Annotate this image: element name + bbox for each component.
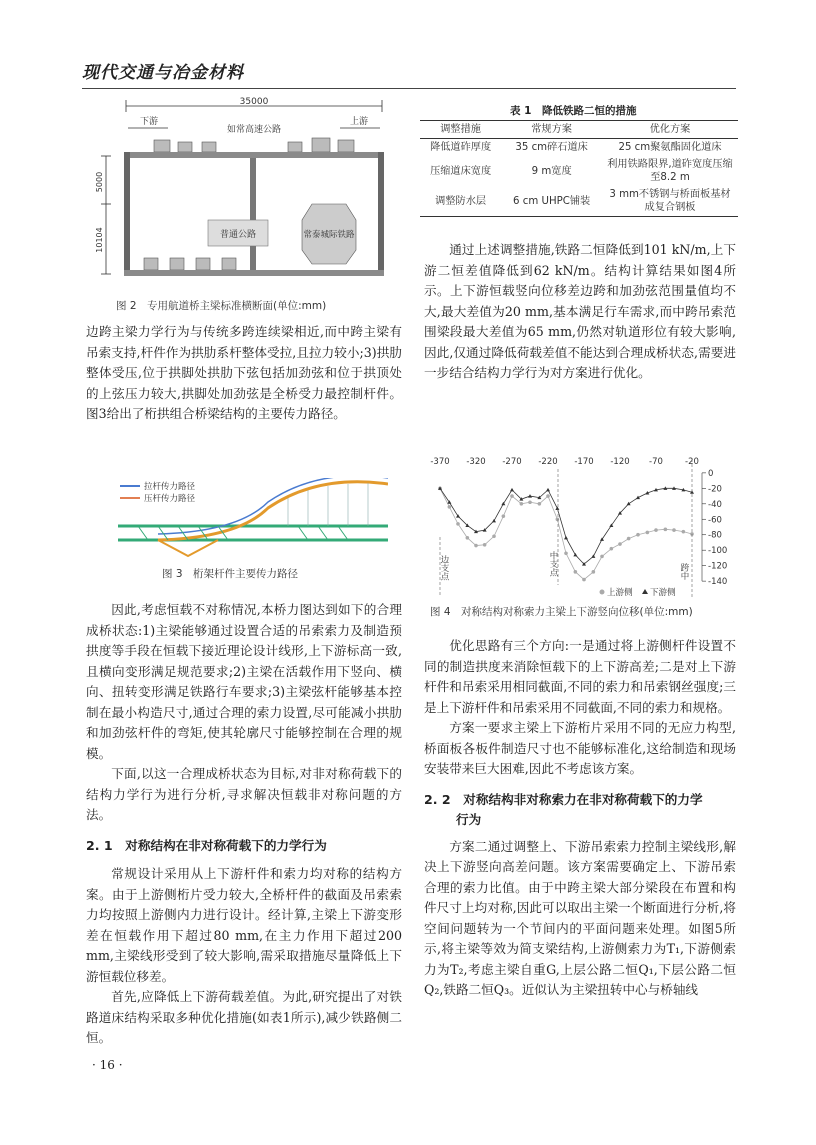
y-tick-label: -40 [708, 499, 722, 510]
mid-span-label: 跨中 [679, 563, 689, 580]
fig3-caption: 图 3 桁架杆件主要传力路径 [162, 568, 299, 580]
right-text-1 [424, 240, 736, 384]
y-tick-label: -120 [708, 561, 728, 572]
downstream-label: 下游 [140, 117, 159, 127]
data-point [582, 578, 586, 582]
left-p4: 常规设计采用从上下游杆件和索力均对称的结构方案。由于上游侧桁片受力较大,全桥杆件的截面及吊索索力均按照上游侧内力进行设计。经计算,主梁上下游变形差在恒载作用下超过80 mm,在主力作用下超过200 mm,主梁线形受到了较大影响,需采取措施尽量降低上下游恒载位移差。 [86, 866, 402, 984]
data-point [627, 537, 631, 541]
x-tick-label: -20 [685, 457, 699, 467]
left-text-2 [86, 600, 402, 1049]
mid-support-label: 中支点 [548, 551, 558, 577]
x-tick-label: -370 [430, 457, 450, 467]
x-tick-label: -120 [610, 457, 630, 467]
y-tick-label: -100 [708, 546, 728, 557]
table-cell: 25 cm聚氨酯固化道床 [618, 142, 722, 153]
data-point [510, 488, 514, 492]
data-point [528, 500, 532, 504]
journal-title: 现代交通与冶金材料 [82, 63, 244, 83]
x-tick-label: -320 [466, 457, 486, 467]
data-point [591, 554, 595, 558]
data-point [474, 544, 478, 548]
legend-upstream: 上游侧 [607, 588, 633, 598]
left-text-1 [86, 322, 402, 425]
y-tick-label: -140 [708, 577, 728, 588]
y-tick-label: -60 [708, 515, 722, 526]
table1-header-measure: 调整措施 [440, 124, 481, 135]
data-point [502, 514, 506, 518]
data-point [618, 542, 622, 546]
header-rule [82, 88, 736, 89]
left-p3: 下面,以这一合理成桥状态为目标,对非对称荷载下的结构力学行为进行分析,寻求解决恒载非对称问题的方法。 [86, 766, 402, 822]
fig2-caption: 图 2 专用航道桥主梁标准横断面(单位:mm) [116, 300, 327, 312]
table-cell: 调整防水层 [435, 195, 487, 207]
legend-comp-label: 压杆传力路径 [144, 494, 196, 504]
table-cell: 3 mm不锈钢与桥面板基材成复合钢板 [609, 189, 731, 213]
x-tick-label: -70 [649, 457, 663, 467]
data-point [510, 494, 514, 498]
side-support-label: 边支点 [439, 555, 449, 581]
dim-total-label: 35000 [239, 97, 269, 107]
left-p5: 首先,应降低上下游荷载差值。为此,研究提出了对铁路道床结构采取多种优化措施(如表1所示),减少铁路侧二恒。 [86, 989, 402, 1045]
data-point [546, 488, 550, 492]
left-p2: 因此,考虑恒载不对称情况,本桥力图达到如下的合理成桥状态:1)主梁能够通过设置合适的吊索索力及制造预拱度等手段在恒载下接近理论设计线形,上下游标高一致,且横向变形满足规范要求;2)主梁在活载作用下竖向、横向、扭转变形满足铁路行车要求;3)主梁弦杆能够基本控制在最小构造尺寸,通过合理的索力设置,尽可能减小拱肋和加劲弦杆件的弯矩,使其轮廓尺寸能够控制在合理的规模。 [86, 602, 402, 761]
table-cell: 利用铁路限界,道砟宽度压缩至8.2 m [607, 159, 733, 183]
data-point [564, 551, 568, 555]
data-point [600, 555, 604, 559]
upstream-label: 上游 [350, 117, 369, 127]
table-cell: 压缩道床宽度 [430, 165, 492, 177]
section-2-2-heading: 2. 2 对称结构非对称索力在非对称荷载下的力学 [424, 791, 703, 807]
road-label: 普通公路 [219, 230, 257, 240]
right-p3: 方案一要求主梁上下游桁片采用不同的无应力构型,桥面板各板件制造尺寸也不能够标准化,这给制造和现场安装带来巨大困难,因此不考虑该方案。 [424, 720, 736, 776]
dim-lower-label: 10104 [95, 227, 104, 253]
table-cell: 降低道砟厚度 [430, 142, 492, 153]
cross-section-diagram [88, 94, 410, 294]
table-cell: 6 cm UHPC铺装 [513, 195, 591, 207]
chart-legend [600, 587, 677, 598]
data-point [456, 522, 460, 526]
rail-label: 常泰城际铁路 [303, 230, 355, 240]
data-point [592, 570, 596, 574]
data-point [564, 536, 568, 540]
page-number: · 16 · [92, 1058, 123, 1072]
data-point [556, 517, 560, 521]
data-point [466, 536, 470, 540]
table-row [420, 156, 738, 186]
displacement-chart [426, 455, 736, 603]
data-point [682, 530, 686, 534]
data-point [627, 502, 631, 506]
data-point [538, 502, 542, 506]
right-text-2 [424, 636, 736, 1001]
legend-tie-label: 拉杆传力路径 [144, 482, 196, 492]
right-p1: 通过上述调整措施,铁路二恒降低到101 kN/m,上下游二恒差值降低到62 kN/m。结构计算结果如图4所示。上下游恒载竖向位移差边跨和加劲弦范围量值均不大,最大差值为20 mm,基本满足行车需求,而中跨吊索范围梁段最大差值为65 mm,仍然对轨道形位有较大影响,因此,仅通过降低荷载差值不能达到合理成桥状态,需要进一步结合结构力学行为对方案进行优化。 [424, 242, 736, 380]
data-point [456, 514, 460, 518]
fig4-caption: 图 4 对称结构对称索力主梁上下游竖向位移(单位:mm) [430, 606, 693, 618]
y-tick-label: -80 [708, 530, 722, 541]
table1-header-conventional: 常规方案 [531, 124, 572, 135]
highway-label: 如常高速公路 [226, 125, 282, 135]
left-p1: 边跨主梁力学行为与传统多跨连续梁相近,而中跨主梁有吊索支持,杆件作为拱肋系杆整体受拉,且拉力较小;3)拱肋整体受压,位于拱脚处拱肋下弦包括加劲弦和位于拱顶处的上弦压力较大,拱脚处加劲弦是全桥受力最控制杆件。图3给出了桁拱组合桥梁结构的主要传力路径。 [86, 324, 402, 421]
data-point [646, 531, 650, 535]
data-point [555, 506, 559, 510]
table1-title: 表 1 降低铁路二恒的措施 [510, 105, 637, 117]
dim-upper-label: 5000 [95, 171, 104, 193]
data-point [501, 502, 505, 506]
data-point [483, 543, 487, 547]
right-p2: 优化思路有三个方向:一是通过将上游侧杆件设置不同的制造拱度来消除恒载下的上下游高差;二是对上下游杆件和吊索采用相同截面,不同的索力和吊索钢丝强度;三是上下游杆件和吊索采用不同截面,不同的索力和规格。 [424, 638, 736, 715]
data-point [664, 528, 668, 532]
legend-downstream: 下游侧 [650, 588, 676, 598]
data-point [492, 534, 496, 538]
data-point [573, 553, 577, 557]
series-line [440, 488, 692, 579]
data-point [574, 570, 578, 574]
table1-header-optimized: 优化方案 [649, 124, 691, 135]
x-tick-label: -270 [502, 457, 522, 467]
section-2-2-heading-cont: 行为 [456, 812, 482, 827]
table-cell: 9 m宽度 [531, 165, 572, 177]
data-point [610, 547, 614, 551]
table-cell: 35 cm碎石道床 [515, 142, 588, 153]
data-point [520, 502, 524, 506]
table-row [420, 139, 738, 157]
figure-3 [118, 478, 388, 560]
data-point [528, 494, 532, 498]
data-point [492, 519, 496, 523]
x-tick-label: -170 [574, 457, 594, 467]
data-point [636, 533, 640, 537]
figure-4 [426, 455, 736, 603]
x-tick-label: -220 [538, 457, 558, 467]
data-point [448, 505, 452, 509]
load-path-diagram [118, 478, 388, 560]
data-point [672, 528, 676, 532]
section-2-1-heading: 2. 1 对称结构在非对称荷载下的力学行为 [86, 837, 327, 853]
data-point [654, 528, 658, 532]
y-tick-label: -20 [708, 484, 722, 495]
table-1 [420, 120, 738, 217]
data-point [546, 494, 550, 498]
right-p4: 方案二通过调整上、下游吊索索力控制主梁线形,解决上下游竖向高差问题。该方案需要确定上、下游吊索合理的索力比值。由于中跨主梁大部分梁段在布置和构件尺寸上均对称,因此可以取出主梁一个断面进行分析,将空间问题转为一个节间内的平面问题来处理。如图5所示,将主梁等效为简支梁结构,上游侧索力为T₁,下游侧索力为T₂,考虑主梁自重G,上层公路二恒Q₁,下层公路二恒Q₂,铁路二恒Q₃。近似认为主梁扭转中心与桥轴线 [424, 838, 736, 997]
y-tick-label: 0 [708, 468, 714, 479]
table-row [420, 186, 738, 217]
figure-2 [88, 94, 410, 294]
